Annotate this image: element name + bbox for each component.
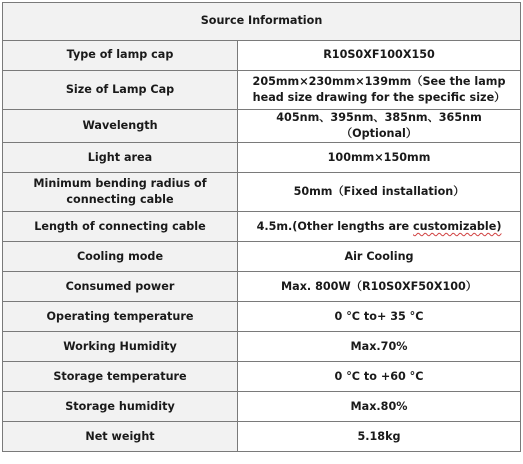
table-row xyxy=(3,41,521,71)
row-label-type-of-lamp-cap: Type of lamp cap xyxy=(3,41,238,71)
cable-length-text: 4.5m.(Other lengths are xyxy=(256,219,414,233)
table-row xyxy=(3,110,521,143)
table-row xyxy=(3,71,521,110)
row-value-consumed-power: Max. 800W（R10S0XF50X100） xyxy=(238,272,521,302)
row-label-storage-humidity: Storage humidity xyxy=(3,392,238,422)
row-value-type-of-lamp-cap: R10S0XF100X150 xyxy=(238,41,521,71)
row-value-light-area: 100mm×150mm xyxy=(238,143,521,173)
table-row xyxy=(3,332,521,362)
row-label-working-humidity: Working Humidity xyxy=(3,332,238,362)
row-label-wavelength: Wavelength xyxy=(3,110,238,143)
table-row xyxy=(3,173,521,212)
table-title: Source Information xyxy=(3,3,521,41)
row-value-operating-temperature: 0 °C to+ 35 °C xyxy=(238,302,521,332)
table-row xyxy=(3,143,521,173)
source-information-table xyxy=(2,2,521,452)
table-row xyxy=(3,302,521,332)
table-row xyxy=(3,272,521,302)
row-value-storage-temperature: 0 °C to +60 °C xyxy=(238,362,521,392)
spellcheck-flagged-word: customizable) xyxy=(413,219,502,233)
row-label-length-of-connecting-cable: Length of connecting cable xyxy=(3,212,238,242)
row-value-length-of-connecting-cable xyxy=(238,212,521,242)
row-label-consumed-power: Consumed power xyxy=(3,272,238,302)
table-header-row xyxy=(3,3,521,41)
row-label-operating-temperature: Operating temperature xyxy=(3,302,238,332)
table-row xyxy=(3,362,521,392)
row-value-wavelength: 405nm、395nm、385nm、365nm（Optional） xyxy=(238,110,521,143)
row-label-cooling-mode: Cooling mode xyxy=(3,242,238,272)
table-row xyxy=(3,242,521,272)
row-value-net-weight: 5.18kg xyxy=(238,422,521,452)
row-label-light-area: Light area xyxy=(3,143,238,173)
table-row xyxy=(3,212,521,242)
row-label-storage-temperature: Storage temperature xyxy=(3,362,238,392)
row-label-minimum-bending-radius: Minimum bending radius of connecting cable xyxy=(3,173,238,212)
row-value-cooling-mode: Air Cooling xyxy=(238,242,521,272)
row-value-minimum-bending-radius: 50mm（Fixed installation） xyxy=(238,173,521,212)
row-value-size-of-lamp-cap: 205mm×230mm×139mm（See the lamp head size drawing for the specific size） xyxy=(238,71,521,110)
table-row xyxy=(3,422,521,452)
row-label-size-of-lamp-cap: Size of Lamp Cap xyxy=(3,71,238,110)
row-value-storage-humidity: Max.80% xyxy=(238,392,521,422)
table-row xyxy=(3,392,521,422)
row-label-net-weight: Net weight xyxy=(3,422,238,452)
row-value-working-humidity: Max.70% xyxy=(238,332,521,362)
